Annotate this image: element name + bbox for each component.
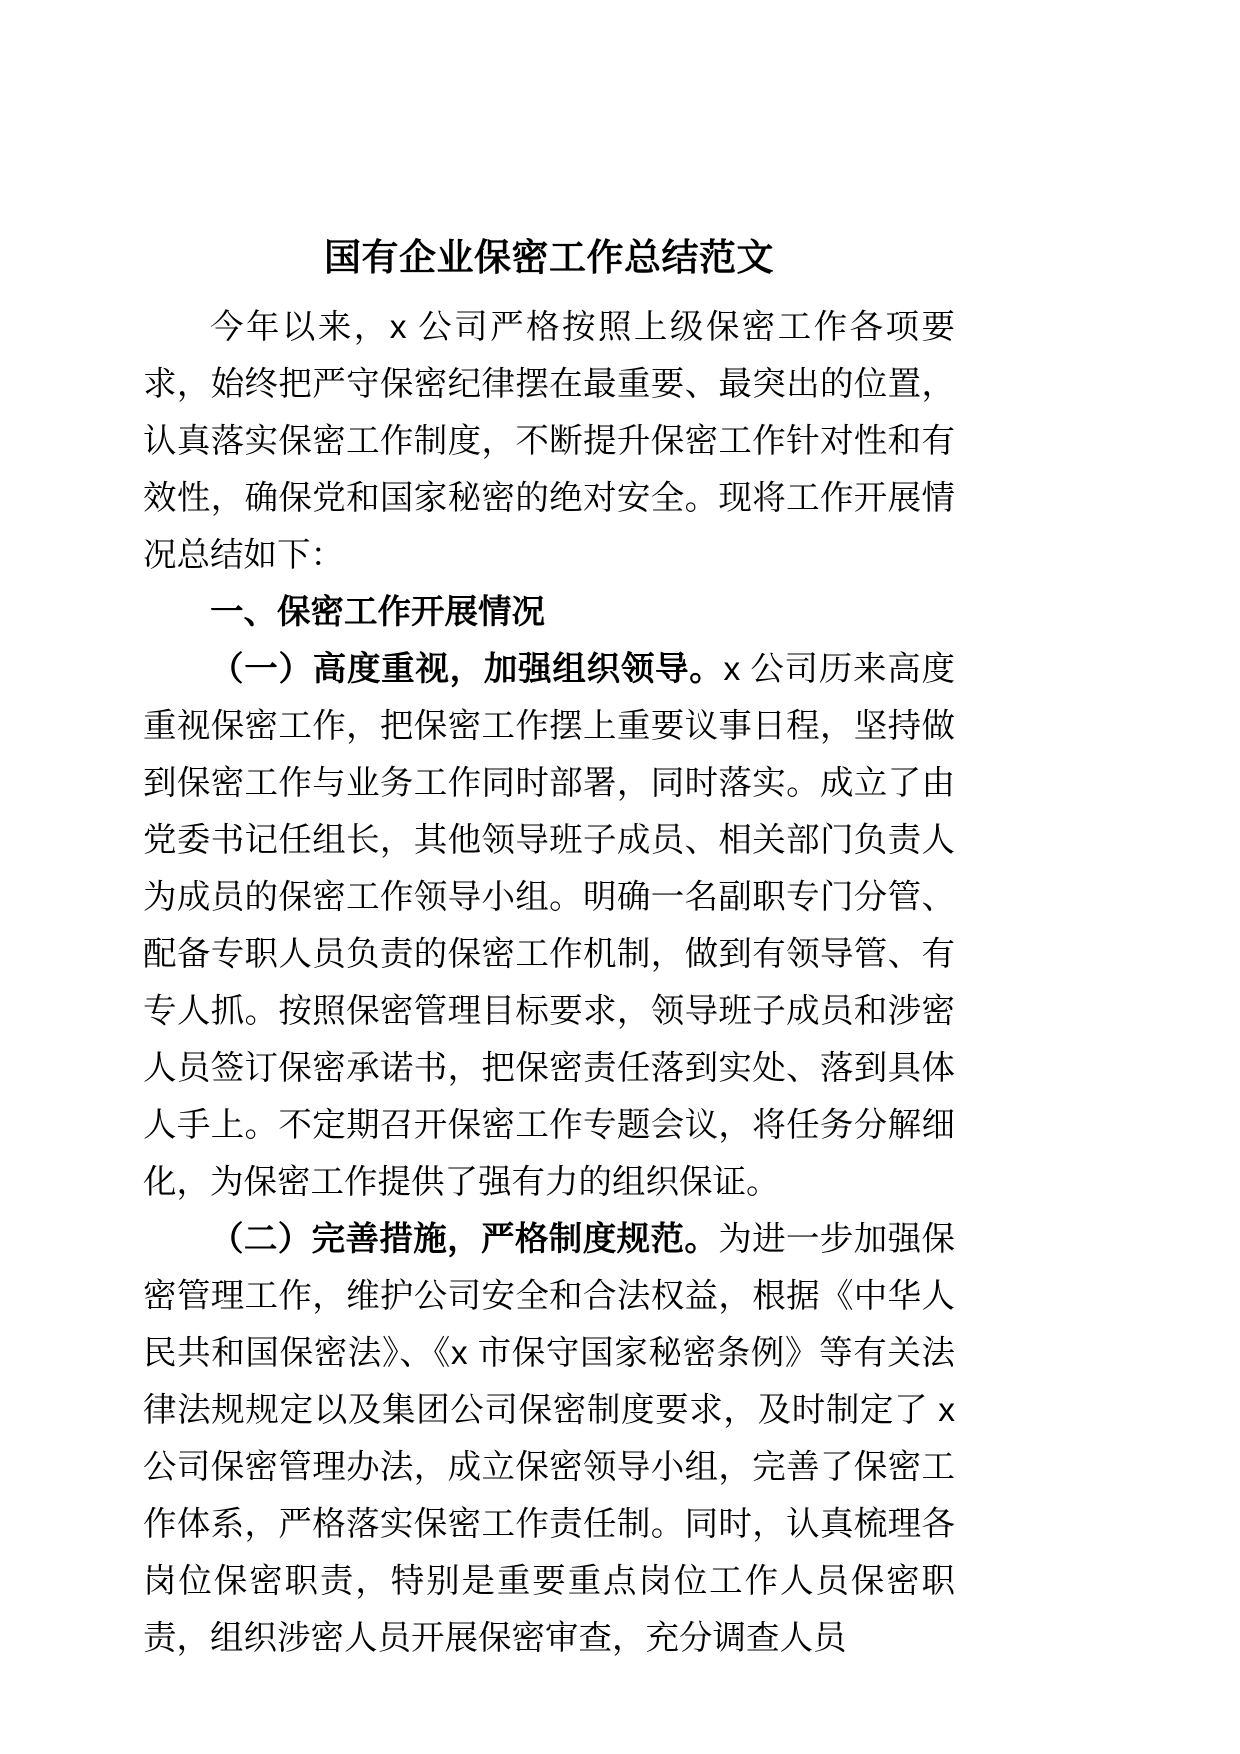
paragraph-lead-two: （二）完善措施，严格制度规范。 bbox=[210, 1220, 719, 1258]
paragraph-body-one: x 公司历来高度重视保密工作，把保密工作摆上重要议事日程，坚持做到保密工作与业务工作同时部署，同时落实。成立了由党委书记任组长，其他领导班子成员、相关部门负责人为成员的保密工作领导小组。明确一名副职专门分管、配备专职人员负责的保密工作机制，做到有领导管、有专人抓。按照保密管理目标要求，领导班子成员和涉密人员签订保密承诺书，把保密责任落到实处、落到具体人手上。不定期召开保密工作专题会议，将任务分解细化，为保密工作提供了强有力的组织保证。 bbox=[143, 650, 955, 1201]
paragraph-sub-two bbox=[143, 1211, 955, 1667]
paragraph-intro: 今年以来，x 公司严格按照上级保密工作各项要求，始终把严守保密纪律摆在最重要、最突出的位置，认真落实保密工作制度，不断提升保密工作针对性和有效性，确保党和国家秘密的绝对安全。现将工作开展情况总结如下： bbox=[143, 308, 955, 574]
section-heading-one: 一、保密工作开展情况 bbox=[210, 593, 545, 631]
document-content bbox=[143, 0, 955, 1667]
paragraph-sub-one bbox=[143, 641, 955, 1211]
paragraph-body-two: 为进一步加强保密管理工作，维护公司安全和合法权益，根据《中华人民共和国保密法》、《x 市保守国家秘密条例》等有关法律法规规定以及集团公司保密制度要求，及时制定了 x 公司保密管理办法，成立保密领导小组，完善了保密工作体系，严格落实保密工作责任制。同时，认真梳理各岗位保密职责，特别是重要重点岗位工作人员保密职责，组织涉密人员开展保密审查，充分调查人员 bbox=[143, 1220, 956, 1657]
paragraph-lead-one: （一）高度重视，加强组织领导。 bbox=[210, 650, 724, 688]
page-title: 国有企业保密工作总结范文 bbox=[324, 237, 774, 278]
